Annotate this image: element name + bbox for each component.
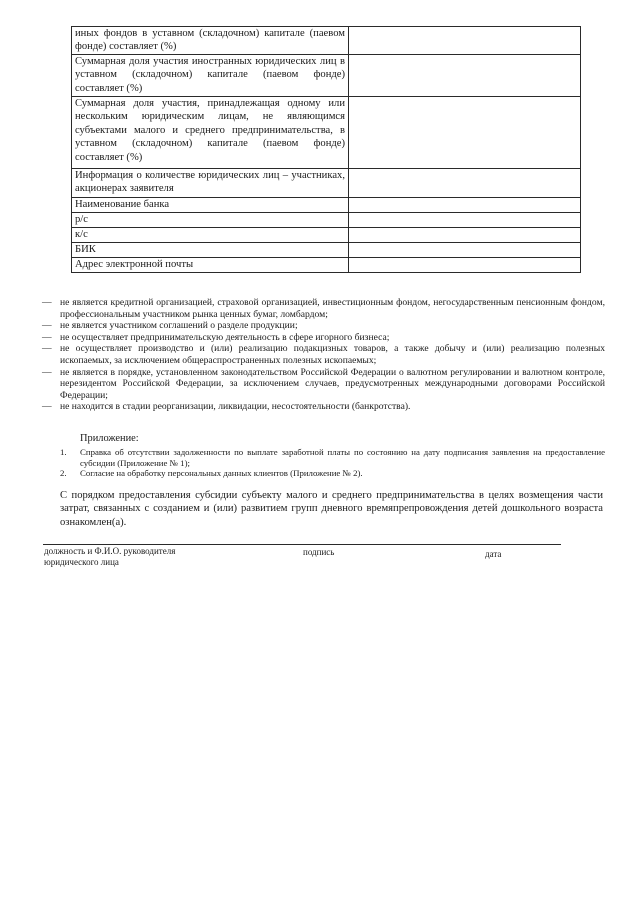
row-label-legal-entities-info: Информация о количестве юридических лиц – участниках, акционерах заявителя (72, 169, 349, 198)
appendix-number: 2. (60, 468, 67, 479)
row-value-legal-entities-info[interactable] (349, 169, 581, 198)
agreement-paragraph: С порядком предоставления субсидии субъекту малого и среднего предпринимательства в целях возмещения части затрат, связанных с созданием и (или) развитием групп дневного времяпрепровождения детей дошкольного возраста ознакомлен(а). (60, 490, 603, 528)
condition-text: не является участником соглашений о разделе продукции; (60, 320, 298, 332)
appendix-section (60, 433, 605, 479)
signature-sign-caption: подпись (303, 547, 335, 557)
row-label-bank-name: Наименование банка (72, 198, 349, 213)
signature-line (43, 544, 561, 545)
table-row (72, 198, 581, 213)
list-item (60, 447, 605, 468)
table-row (72, 97, 581, 169)
row-label-bik: БИК (72, 243, 349, 258)
eligibility-conditions-list (42, 297, 605, 413)
row-value-bik[interactable] (349, 243, 581, 258)
row-label-foreign-share: Суммарная доля участия иностранных юридических лиц в уставном (складочном) капитале (паевом фонде) составляет (%) (72, 55, 349, 97)
condition-text: не является в порядке, установленном законодательством Российской Федерации о валютном регулировании и валютном контроле, нерезидентом Российской Федерации, за исключением случаев, предусмотренных международными договорами Российской Федерации; (60, 366, 605, 401)
row-label-non-sme-share: Суммарная доля участия, принадлежащая одному или нескольким юридическим лицам, не являющимся субъектами малого и среднего предпринимательства, в уставном (складочном) капитале (паевом фонде) составляет (%) (72, 97, 349, 169)
table-row (72, 55, 581, 97)
applicant-info-table (71, 26, 581, 273)
appendix-title: Приложение: (80, 433, 139, 444)
list-dash: — (42, 343, 52, 355)
list-item (42, 343, 605, 366)
table-row (72, 258, 581, 273)
list-item (42, 297, 605, 320)
row-label-correspondent-account: к/с (72, 228, 349, 243)
list-item (42, 320, 605, 332)
signature-role-caption: должность и Ф.И.О. руководителя юридического лица (44, 546, 176, 567)
row-value-foreign-share[interactable] (349, 55, 581, 97)
condition-text: не осуществляет производство и (или) реализацию подакцизных товаров, а также добычу и (или) реализацию полезных ископаемых, за исключением общераспространенных полезных ископаемых; (60, 343, 605, 366)
appendix-number: 1. (60, 447, 67, 457)
list-item (60, 468, 605, 479)
list-dash: — (42, 366, 52, 378)
list-dash: — (42, 331, 52, 343)
row-label-email: Адрес электронной почты (72, 258, 349, 273)
table-row (72, 213, 581, 228)
table-row (72, 243, 581, 258)
list-item (42, 401, 605, 413)
list-dash: — (42, 401, 52, 413)
row-label-other-funds-share: иных фондов в уставном (складочном) капитале (паевом фонде) составляет (%) (72, 27, 349, 55)
row-value-other-funds-share[interactable] (349, 27, 581, 55)
row-value-bank-name[interactable] (349, 198, 581, 213)
list-item (42, 332, 605, 344)
table-row (72, 27, 581, 55)
row-label-settlement-account: р/с (72, 213, 349, 228)
condition-text: не является кредитной организацией, страховой организацией, инвестиционным фондом, негосударственным пенсионным фондом, профессиональным участником рынка ценных бумаг, ломбардом; (60, 297, 605, 320)
row-value-non-sme-share[interactable] (349, 97, 581, 169)
table-row (72, 228, 581, 243)
list-dash: — (42, 320, 52, 332)
condition-text: не осуществляет предпринимательскую деятельность в сфере игорного бизнеса; (60, 331, 390, 343)
signature-date-caption: дата (485, 549, 502, 559)
appendix-text: Согласие на обработку персональных данных клиентов (Приложение № 2). (80, 468, 363, 479)
row-value-settlement-account[interactable] (349, 213, 581, 228)
list-item (42, 367, 605, 402)
condition-text: не находится в стадии реорганизации, ликвидации, несостоятельности (банкротства). (60, 401, 411, 413)
appendix-text: Справка об отсутствии задолженности по выплате заработной платы по состоянию на дату подписания заявления на предоставление субсидии (Приложение № 1); (80, 447, 605, 468)
table-row (72, 169, 581, 198)
row-value-correspondent-account[interactable] (349, 228, 581, 243)
row-value-email[interactable] (349, 258, 581, 273)
list-dash: — (42, 297, 52, 308)
